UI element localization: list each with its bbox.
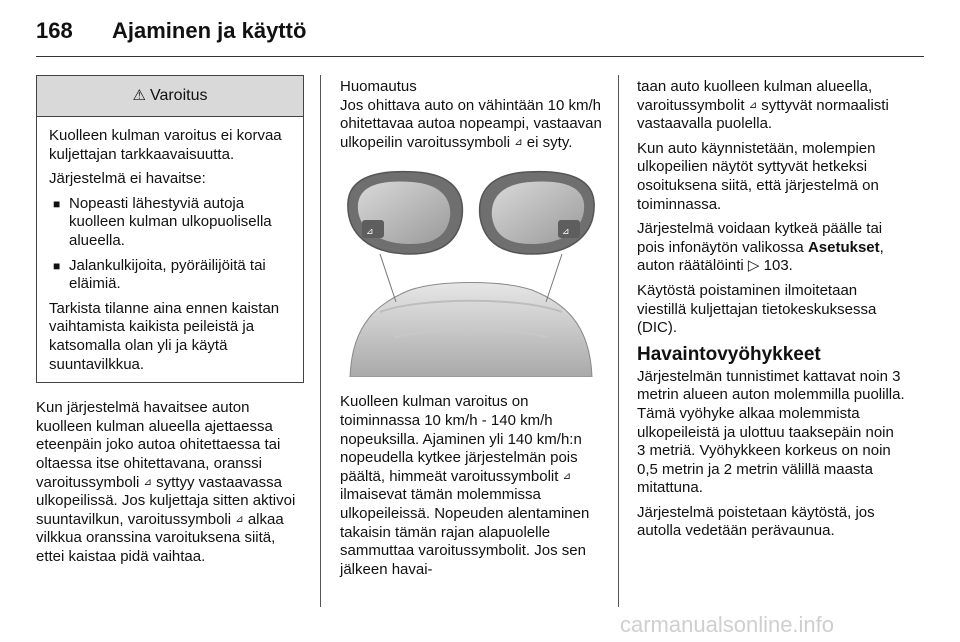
- warning-text: Kuolleen kulman varoitus ei korvaa kuljettajan tarkkaavaisuutta.: [49, 127, 282, 163]
- zones-paragraph: Järjestelmän tunnistimet kattavat noin 3 metrin alueen auton molemmilla puolilla. Tämä vyöhyke alkaa molemmista ulkopeileistä ja ulottuu taaksepäin noin 3 metriä. Vyöhykkeen korkeus on noin 0,5 metrin ja 2 metrin välillä maasta mitattuna.: [637, 367, 905, 497]
- header-divider: [36, 56, 924, 57]
- note-title: Huomautus: [340, 78, 417, 95]
- detection-paragraph: Kun järjestelmä havaitsee auton kuolleen kulman alueella ajettaessa eteenpäin joko autoa ohitettaessa tai oltaessa itse ohitettavana, oranssi varoitussymboli ⊿ syttyy vastaavassa ulkopeilissä. Jos kuljettaja sitten aktivoi suuntavilkun, varoitussymboli ⊿ alkaa vilkkua oranssina varoituksena siitä, ettei kaistaa pidä vaihtaa.: [36, 399, 296, 565]
- disable-message-paragraph: Käytöstä poistaminen ilmoitetaan viestillä kuljettajan tietokeskuksessa (DIC).: [637, 281, 877, 337]
- mirror-illustration: [340, 162, 602, 377]
- right-column: [637, 78, 905, 547]
- page-reference-link[interactable]: 103: [763, 257, 789, 275]
- side-blind-zone-symbol-icon: ⊿: [514, 136, 523, 148]
- svg-text:⊿: ⊿: [366, 227, 374, 238]
- warning-bullet-fast-cars: ■ Nopeasti lähestyviä autoja kuolleen kulman ulkopuolisella alueella.: [49, 195, 291, 251]
- warning-box-body: [37, 117, 303, 382]
- symbol-normal-paragraph: taan auto kuolleen kulman alueella, varoitussymbolit ⊿ syttyvät normaalisti vastaavalla puolella.: [637, 78, 889, 133]
- speed-range-paragraph: Kuolleen kulman varoitus on toiminnassa 10 km/h - 140 km/h nopeuksilla. Ajaminen yli 140 km/h:n nopeudella kytkee järjestelmän pois päältä, himmeät varoitussymbolit ⊿ ilmaisevat tämän molemmissa ulkopeileissä. Nopeuden alentaminen takaisin tämän rajan alapuolelle sammuttaa varoitussymbolit. Jos sen jälkeen havai-: [340, 393, 590, 578]
- column-divider-left: [320, 75, 321, 607]
- warning-box: [36, 75, 304, 383]
- left-column: [36, 75, 304, 572]
- svg-text:⊿: ⊿: [562, 227, 570, 238]
- middle-column: [340, 78, 602, 585]
- page-title: Ajaminen ja käyttö: [112, 18, 307, 43]
- note-text: Jos ohittava auto on vähintään 10 km/h ohitettavaa autoa nopeampi, vastaavan ulkopeilin varoitussymboli ⊿ ei syty.: [340, 96, 602, 151]
- startup-paragraph: Kun auto käynnistetään, molempien ulkopeilien näytöt syttyvät hetkeksi osoituksena siitä, että järjestelmä on toiminnassa.: [637, 139, 879, 213]
- settings-menu-name: Asetukset: [807, 238, 880, 256]
- warning-list-intro: Järjestelmä ei havaitse:: [49, 170, 206, 188]
- mirror-illustration-svg: [340, 162, 602, 377]
- watermark: carmanualsonline.info: [620, 612, 835, 637]
- side-blind-zone-symbol-icon: ⊿: [748, 99, 758, 111]
- page-header: [36, 10, 924, 54]
- warning-box-header: [37, 76, 303, 117]
- page-number: 168: [36, 18, 73, 43]
- trailer-paragraph: Järjestelmä poistetaan käytöstä, jos autolla vedetään perävaunua.: [637, 503, 875, 540]
- warning-title: Varoitus: [149, 86, 208, 104]
- side-blind-zone-symbol-icon: ⊿: [235, 513, 244, 525]
- side-blind-zone-symbol-icon: ⊿: [143, 476, 152, 488]
- column-divider-right: [618, 75, 619, 607]
- warning-triangle-icon: ⚠: [132, 86, 146, 104]
- warning-bullet-pedestrians: ■ Jalankulkijoita, pyöräilijöitä tai eläimiä.: [49, 257, 291, 294]
- warning-advice: Tarkista tilanne aina ennen kaistan vaihtamista kaikista peileistä ja katsomalla olan yli ja käytä suuntavilkkua.: [49, 299, 280, 373]
- side-blind-zone-symbol-icon: ⊿: [562, 470, 571, 482]
- section-heading: Havaintovyöhykkeet: [637, 343, 821, 365]
- page-reference-arrow-icon: ▷: [747, 257, 760, 275]
- settings-paragraph: Järjestelmä voidaan kytkeä päälle tai pois infonäytön valikossa Asetukset, auton räätälöinti ▷ 103.: [637, 220, 884, 275]
